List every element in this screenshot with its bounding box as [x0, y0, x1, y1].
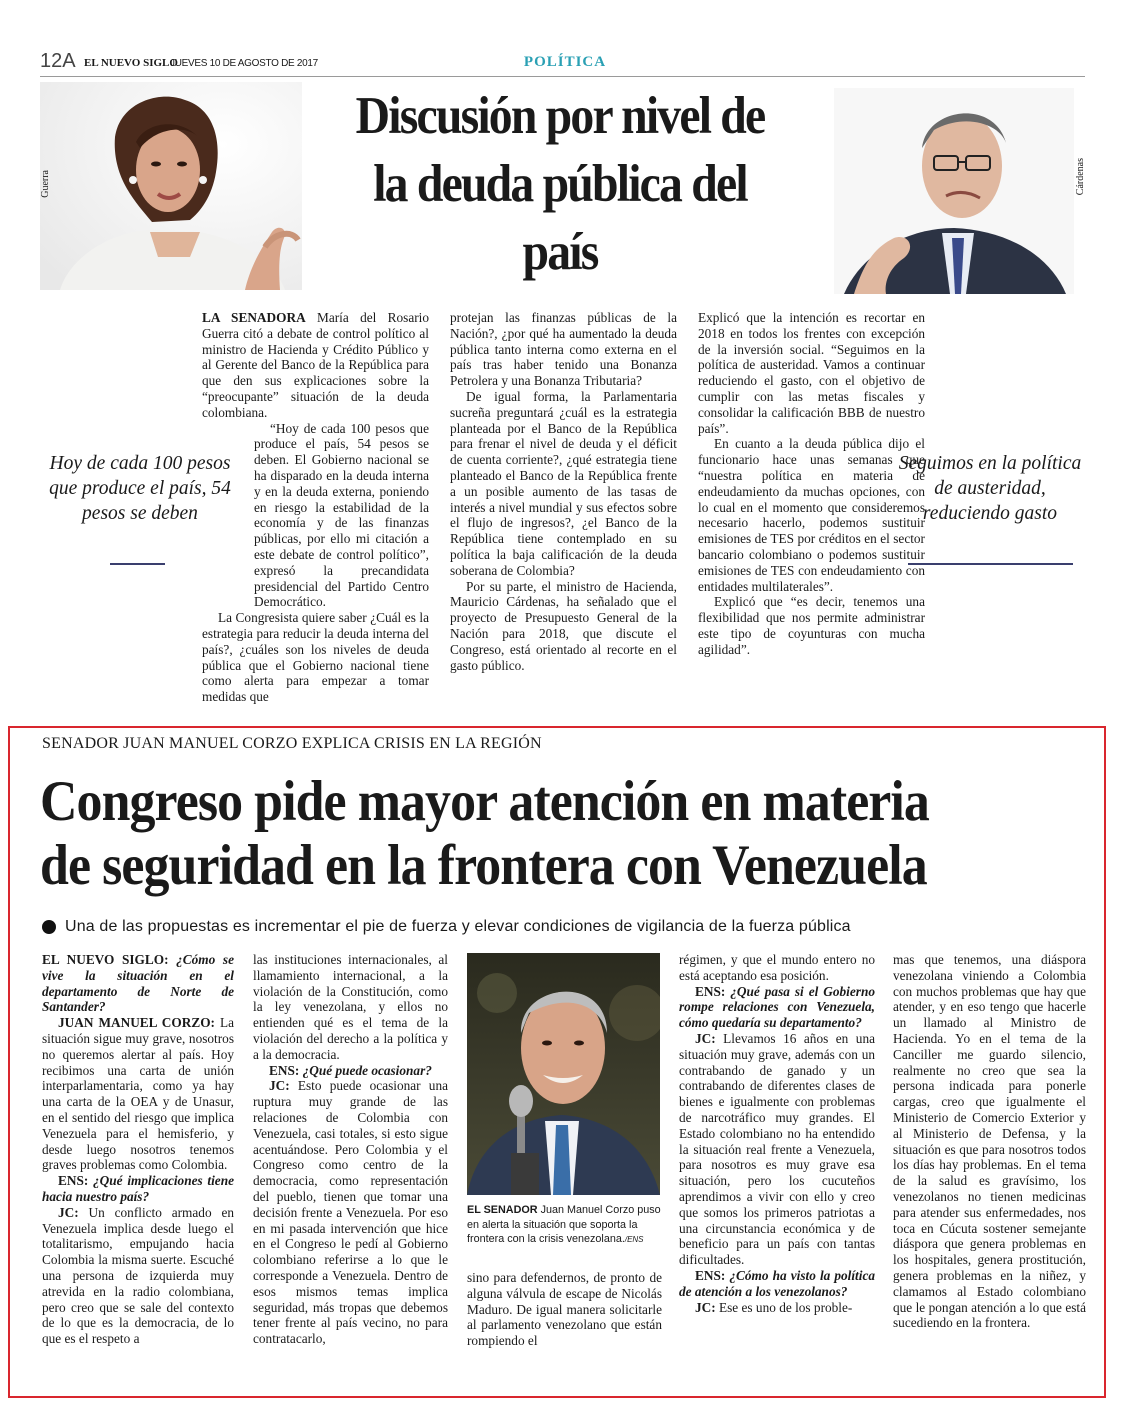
- question-text: ¿Qué pasa si el Gobierno rompe relaciones con Venezuela, cómo quedaría su departamento?: [679, 983, 875, 1031]
- answer-text: régimen, y que el mundo entero no está aceptando esa posición.: [679, 952, 875, 983]
- photo-cardenas: [834, 88, 1074, 294]
- main-story-col-1: [42, 952, 234, 1380]
- main-story-col-3-below-photo: [467, 1270, 662, 1382]
- speaker-label: JC:: [695, 1299, 716, 1315]
- speaker-label: ENS:: [695, 983, 726, 999]
- main-story-col-2: [253, 952, 448, 1380]
- top-story-col-1: [202, 310, 429, 710]
- photo-caption: [467, 1203, 667, 1248]
- main-story-col-4: [679, 952, 875, 1380]
- paragraph-text: De igual forma, la Parlamentaria sucreña preguntará ¿cuál es la estrategia planteada por el Banco de la República para frenar el nivel de deuda y el déficit de cuenta corriente?, ¿qué estrategia tiene planteado el Banco de la República frente a un posible aumento de las tasas de interés a nivel mundial y sus efectos sobre el flujo de ingresos?, ¿el Banco de la República tiene contemplado en su política la baja calificación de la deuda soberana de Colombia?: [450, 388, 677, 578]
- photo-guerra: [40, 82, 302, 290]
- paragraph: [450, 389, 677, 579]
- paragraph: [467, 1270, 662, 1349]
- lead-in: LA SENADORA: [202, 310, 306, 325]
- paragraph: [698, 436, 925, 594]
- top-story-title: Discusión por nivel de la deuda pública del país: [355, 87, 765, 281]
- paragraph: [450, 310, 677, 389]
- paragraph-text: Explicó que la intención es recortar en 2018 en todos los frentes con excepción de la inversión social. “Seguimos en la política de austeridad. Vamos a continuar reduciendo el gasto, con el objetivo de cumplir con las metas fiscales y consolidar la calificación BBB de nuestro país”.: [698, 310, 925, 436]
- speaker-label: ENS:: [58, 1173, 89, 1189]
- speaker-label: EL NUEVO SIGLO:: [42, 952, 169, 967]
- bullet-icon: [42, 920, 56, 934]
- answer-text: sino para defendernos, de pronto de alguna válvula de escape de Nicolás Maduro. De igual manera solicitarle al parlamento venezolano que están rompiendo el: [467, 1270, 662, 1349]
- paragraph-text: En cuanto a la deuda pública dijo el funcionario hace unas semanas que “nuestra política en materia de endeudamiento da muchas opciones, con lo cual en el momento que consideremos necesario hacerlo, podemos sustituir emisiones de TES por créditos en el sector bancario colombiano o podemos sustituir emisiones de TES con endeudamiento con entidades multilaterales”.: [698, 436, 925, 594]
- paragraph: [893, 952, 1086, 1331]
- paragraph-text: Por su parte, el ministro de Hacienda, Mauricio Cárdenas, ha señalado que el proyecto de Presupuesto General de la Nación para 2018, que discute el Congreso, está orientado al recorte en el gasto público.: [450, 578, 677, 673]
- title-line-2: de seguridad en la frontera con Venezuela: [40, 834, 927, 897]
- pullquote-left-rule: [110, 563, 165, 565]
- answer-text: Llevamos 16 años en una situación muy grave, además con un contrabando de ganado y un contrabando de diferentes clases de bienes e igualmente con problemas de narcotráfico muy grandes. El Estado colombiano no ha entendido la situación real frente a Venezuela, para nosotros es muy grave esa situación, pero los cucuteños aprendimos a vivir con ello y creo que somos los primeros patriotas a una circunstancia económica y de beneficio para un país con tantas dificultades.: [679, 1030, 875, 1268]
- qa-question: [679, 984, 875, 1031]
- photo-credit-cardenas: Cárdenas: [1075, 158, 1086, 196]
- caption-text: Juan Manuel Corzo puso en alerta la situación que soporta la frontera con la crisis venezolana.: [467, 1204, 661, 1245]
- answer-text: Esto puede ocasionar una ruptura muy grande de las relaciones de Colombia con Venezuela, casi totales, si esto sigue acentuándose. Pero Colombia y el Congreso como centro de la democracia, como representación del pueblo, tienen que tomar una decisión frente a Venezuela. Por eso en mi pasada intervención que hice en el Congreso le pedí al Gobierno colombiano referirse a lo que le corresponde a Venezuela. Dentro de esos mismos temas implica seguridad, más tropas que debemos tener frente al país vecino, no para contratacarlo,: [253, 1078, 448, 1347]
- paragraph: [698, 594, 925, 657]
- paragraph: [450, 579, 677, 674]
- paragraph-text: La Congresista quiere saber ¿Cuál es la estrategia para reducir la deuda interna del país?, ¿cuáles son los niveles de deuda pública que el Gobierno nacional tiene como alerta para empezar a tomar medidas que: [202, 610, 429, 705]
- caption-lead: EL SENADOR: [467, 1204, 538, 1216]
- paragraph-text: María del Rosario Guerra citó a debate de control político al ministro de Hacienda y Crédito Público y al Gerente del Banco de la República para que den sus explicaciones sobre la “preocupante” situación de la deuda colombiana.: [202, 310, 429, 420]
- main-story-col-5: [893, 952, 1086, 1380]
- answer-text: Ese es uno de los proble-: [715, 1299, 853, 1315]
- paragraph: [679, 952, 875, 984]
- photo-credit-guerra: Guerra: [40, 170, 51, 198]
- header-rule: [40, 76, 1085, 77]
- question-text: ¿Qué implicaciones tiene hacia nuestro país?: [42, 1173, 234, 1204]
- qa-answer: [253, 1078, 448, 1347]
- speaker-label: JC:: [269, 1078, 290, 1094]
- qa-question: [679, 1268, 875, 1300]
- paragraph-text: “Hoy de cada 100 pesos que produce el país, 54 pesos se deben. El Gobierno nacional se ha disparado en la deuda interna y en la deuda externa, poniendo en riesgo la estabilidad de la economía y de las finanzas públicas, por ello mi citación a este debate de control político”, expresó la precandidata presidencial del Partido Centro Democrático.: [254, 420, 429, 610]
- speaker-label: JC:: [58, 1204, 79, 1220]
- qa-question: [42, 952, 234, 1015]
- qa-answer: [42, 1015, 234, 1173]
- answer-text: las instituciones internacionales, al llamamiento internacional, a la violación de la Constitución, como la ley venezolana, y ellos no entienden qué es el tema de la violación del derecho a la política y a la democracia.: [253, 952, 448, 1062]
- main-story-title: [40, 770, 1005, 898]
- story-dek: Una de las propuestas es incrementar el pie de fuerza y elevar condiciones de vigilancia de la fuerza pública: [65, 918, 851, 935]
- top-story-col-3: [698, 310, 925, 710]
- paragraph: [202, 610, 429, 705]
- paragraph-text: Explicó que “es decir, tenemos una flexibilidad que nos permite administrar este tipo de coyunturas con mucha agilidad”.: [698, 594, 925, 657]
- publication-date: JUEVES 10 DE AGOSTO DE 2017: [170, 58, 318, 69]
- paragraph: [202, 310, 429, 421]
- question-text: ¿Cómo ha visto la política de atención a los venezolanos?: [679, 1267, 875, 1299]
- speaker-label: ENS:: [269, 1062, 300, 1078]
- paragraph-text: protejan las finanzas públicas de la Nación?, ¿por qué ha aumentado la deuda pública tanto interna como externa en el país tras haber tenido una Bonanza Petrolera y una Bonanza Tributaria?: [450, 310, 677, 389]
- paragraph: [698, 310, 925, 436]
- title-line-1: Congreso pide mayor atención en materia: [40, 770, 929, 833]
- question-text: ¿Qué puede ocasionar?: [299, 1062, 432, 1078]
- page-number: 12A: [40, 50, 76, 72]
- qa-answer: [679, 1300, 875, 1316]
- top-story-col-2: [450, 310, 677, 710]
- caption-credit: /ENS: [624, 1235, 644, 1244]
- paragraph: [202, 421, 429, 611]
- pullquote-right-rule: [908, 563, 1073, 565]
- pullquote-left: Hoy de cada 100 pesos que produce el país, 54 pesos se deben: [49, 453, 231, 524]
- pullquote-right: Seguimos en la política de austeridad, reduciendo gasto: [898, 453, 1082, 524]
- qa-question: [42, 1173, 234, 1205]
- photo-corzo: [467, 953, 660, 1195]
- paragraph: [253, 952, 448, 1063]
- answer-text: Un conflicto armado en Venezuela implica desde luego el totalitarismo, empujando hacia Colombia la misma suerte. Escuché una persona de izquierda muy atrevida en la radio colombiana, pero creo que se sale del contexto de lo que es la democracia, de lo que es el respeto a: [42, 1204, 234, 1347]
- speaker-label: ENS:: [695, 1267, 726, 1283]
- publication-name: EL NUEVO SIGLO: [84, 57, 178, 69]
- answer-text: La situación sigue muy grave, nosotros no queremos alertar al país. Hoy recibimos una carta de unión interparlamentaria, como ya hay una carta de la OEA y de Unasur, en el sentido del riesgo que implica Venezuela para el hemisferio, y desde luego nosotros tenemos graves problemas como Colombia.: [42, 1015, 234, 1173]
- speaker-label: JC:: [695, 1030, 716, 1046]
- qa-question: [253, 1063, 448, 1079]
- section-name: POLÍTICA: [523, 54, 607, 70]
- story-kicker: SENADOR JUAN MANUEL CORZO EXPLICA CRISIS EN LA REGIÓN: [42, 735, 542, 752]
- speaker-label: JUAN MANUEL CORZO:: [58, 1015, 215, 1031]
- answer-text: mas que tenemos, una diáspora venezolana viniendo a Colombia con muchos problemas que hay que atender, y en eso tengo que hacerle un llamado al Ministro de Hacienda. Yo en el tema de la Canciller me guardo silencio, realmente no creo que sea la persona indicada para ponerle cargas, creo que igualmente el Ministerio de Comercio Exterior y al Ministerio de Defensa, y la situación es que para nosotros todos los días hay problemas. En el tema de la salud es gravísimo, los venezolanos no tienen medicinas para atender sus enfermedades, nos toca en Cúcuta sostener semejante diáspora que genera problemas en los hospitales, genera prostitución, genera problemas en la niñez, y clamamos al Estado colombiano que le pongan atención a lo que está sucediendo en la frontera.: [893, 952, 1086, 1331]
- qa-answer: [679, 1031, 875, 1268]
- qa-answer: [42, 1205, 234, 1347]
- question-text: ¿Cómo se vive la situación en el departamento de Norte de Santander?: [42, 952, 234, 1015]
